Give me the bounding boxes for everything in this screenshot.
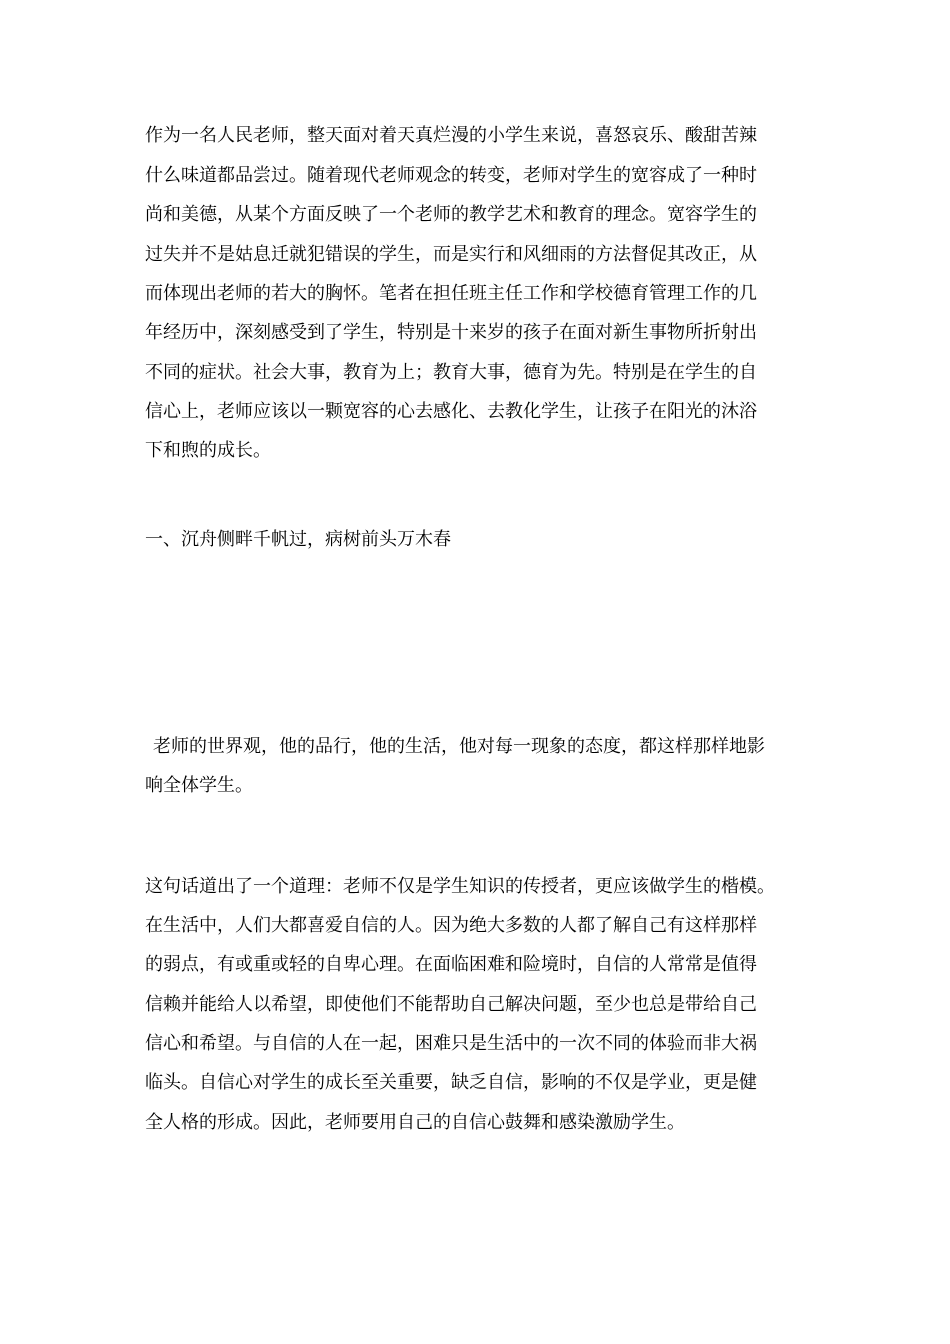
section-heading: 一、沉舟侧畔千帆过，病树前头万木春 bbox=[145, 529, 451, 550]
paragraph-1-line: 下和煦的成长。 bbox=[145, 440, 271, 461]
quote-line: 老师的世界观，他的品行，他的生活，他对每一现象的态度，都这样那样地影 bbox=[153, 736, 765, 757]
paragraph-1-line: 而体现出老师的若大的胸怀。笔者在担任班主任工作和学校德育管理工作的几 bbox=[145, 283, 757, 304]
paragraph-1-line: 什么味道都品尝过。随着现代老师观念的转变，老师对学生的宽容成了一种时 bbox=[145, 165, 757, 186]
paragraph-2-line: 在生活中，人们大都喜爱自信的人。因为绝大多数的人都了解自己有这样那样 bbox=[145, 915, 757, 936]
paragraph-2-line: 全人格的形成。因此，老师要用自己的自信心鼓舞和感染激励学生。 bbox=[145, 1112, 685, 1133]
paragraph-2-line: 信心和希望。与自信的人在一起，困难只是生活中的一次不同的体验而非大祸 bbox=[145, 1033, 757, 1054]
paragraph-1-line: 过失并不是姑息迁就犯错误的学生，而是实行和风细雨的方法督促其改正，从 bbox=[145, 244, 757, 265]
paragraph-2-line: 信赖并能给人以希望，即使他们不能帮助自己解决问题，至少也总是带给自己 bbox=[145, 994, 757, 1015]
paragraph-1-line: 尚和美德，从某个方面反映了一个老师的教学艺术和教育的理念。宽容学生的 bbox=[145, 204, 757, 225]
paragraph-1-line: 年经历中，深刻感受到了学生，特别是十来岁的孩子在面对新生事物所折射出 bbox=[145, 322, 757, 343]
paragraph-2-line: 的弱点，有或重或轻的自卑心理。在面临困难和险境时，自信的人常常是值得 bbox=[145, 954, 757, 975]
paragraph-2-line: 这句话道出了一个道理：老师不仅是学生知识的传授者，更应该做学生的楷模。 bbox=[145, 876, 775, 897]
paragraph-2-line: 临头。自信心对学生的成长至关重要，缺乏自信，影响的不仅是学业，更是健 bbox=[145, 1072, 757, 1093]
paragraph-1-line: 信心上，老师应该以一颗宽容的心去感化、去教化学生，让孩子在阳光的沐浴 bbox=[145, 401, 757, 422]
paragraph-1-line: 作为一名人民老师，整天面对着天真烂漫的小学生来说，喜怒哀乐、酸甜苦辣 bbox=[145, 125, 757, 146]
paragraph-1-line: 不同的症状。社会大事，教育为上；教育大事，德育为先。特别是在学生的自 bbox=[145, 362, 757, 383]
quote-line: 响全体学生。 bbox=[145, 775, 253, 796]
